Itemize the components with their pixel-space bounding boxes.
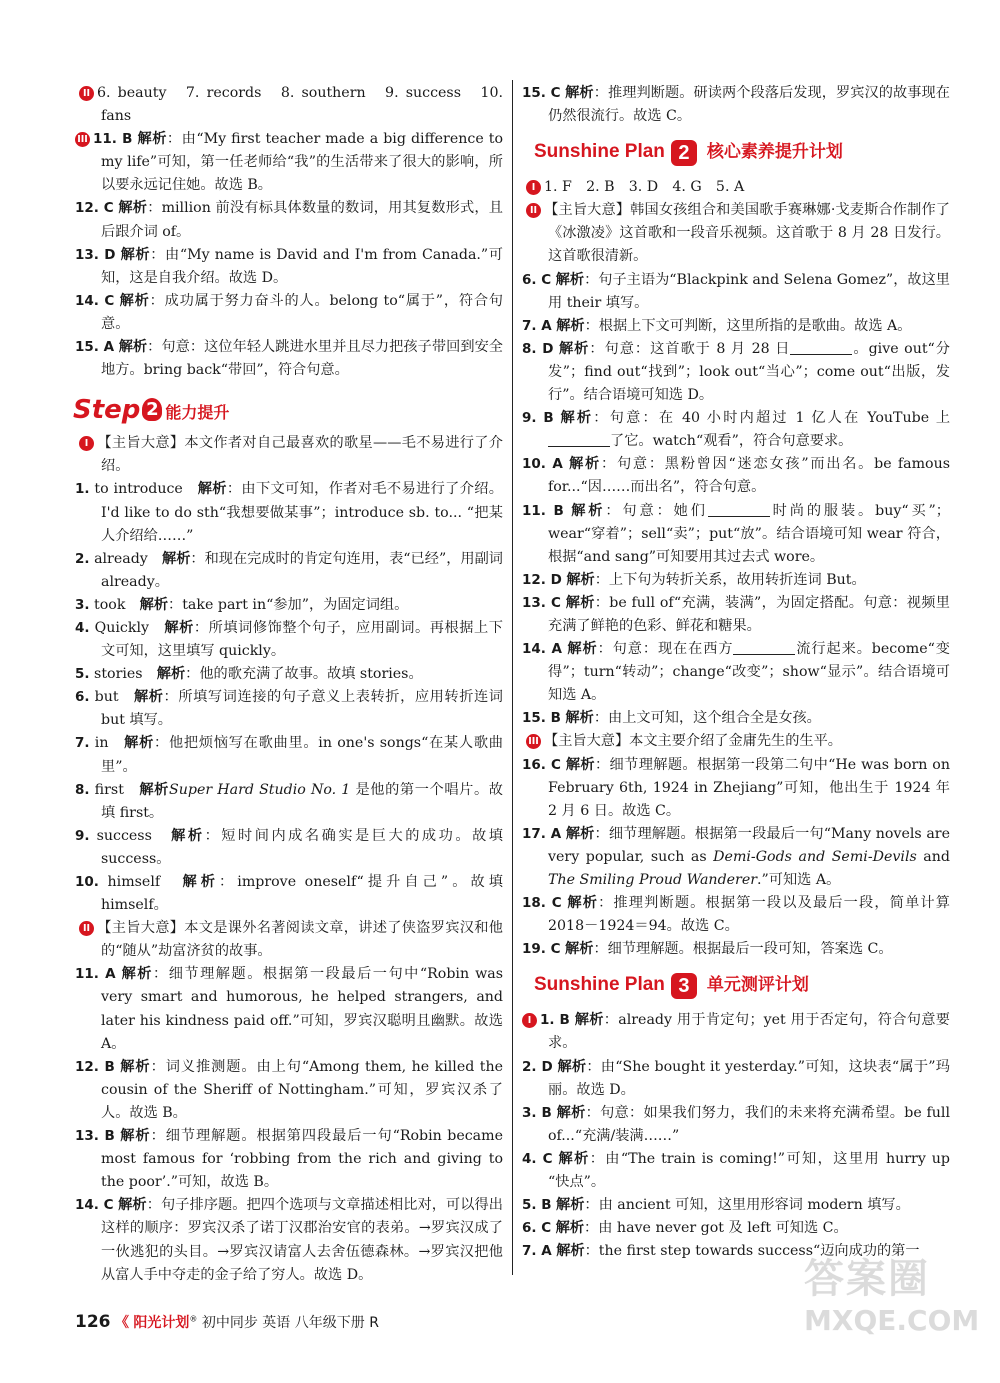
answer-item [75, 917, 503, 963]
answer-word: already [94, 550, 148, 567]
plan-heading [534, 973, 950, 1003]
item-text: ：由上文可知，这个组合全是女孩。 [593, 710, 821, 727]
item-text: ：细节理解题。根据第一段第二句中“He was born on February 6th, 1924 in Zhejiang”可知，他出生于 1924 年 2 月 6 日。故选 C。 [548, 756, 950, 819]
analysis-label: 解析 [164, 619, 194, 636]
answer-item [522, 1009, 950, 1055]
section-marker: II [79, 86, 94, 101]
footer-book-title: 初中同步 英语 八年级下册 R [201, 1315, 379, 1331]
item-text: ：由“My name is David and I'm from Canada.”可知，这是自我介绍。故选 D。 [101, 246, 503, 286]
answer-item [522, 338, 950, 407]
item-text: ：细节理解题。根据最后一段可知，答案选 C。 [593, 941, 893, 958]
item-number: 6. [75, 689, 90, 706]
analysis-label: 解析 [120, 1058, 151, 1075]
item-number: 15. A [75, 339, 115, 356]
answer-item [522, 315, 950, 338]
answer-item [75, 617, 503, 663]
analysis-label: 解析 [555, 1220, 585, 1237]
answer-word: to introduce [94, 481, 183, 498]
item-number: 4. C [522, 1150, 553, 1167]
watermark [804, 1247, 980, 1347]
step-word: Step [73, 395, 141, 426]
item-text: and [916, 848, 950, 865]
item-number: 14. C [75, 292, 115, 309]
section-marker: I [79, 436, 94, 451]
answer-item [75, 197, 503, 243]
analysis-label: 解析 [565, 941, 594, 958]
answer-item [522, 1102, 950, 1148]
answer-item [75, 1194, 503, 1286]
item-number: 12. C [75, 200, 114, 217]
footer-brand: 阳光计划 [133, 1315, 190, 1331]
answer-item [522, 730, 950, 753]
step-heading [73, 395, 503, 428]
item-text: ：和现在完成时的肯定句连用，表“已经”，用副词 already。 [101, 550, 503, 590]
analysis-label: 解析 [120, 1128, 151, 1145]
item-number: 6. C [522, 271, 552, 288]
plan-label: Sunshine Plan [534, 141, 665, 163]
answer-blank [548, 432, 610, 447]
analysis-label: 解析 [555, 271, 585, 288]
answer-item [522, 407, 950, 453]
answer-item [522, 938, 950, 961]
answer-item [522, 176, 950, 199]
italic-title: The Smiling Proud Wanderer [548, 872, 758, 888]
analysis-label: 解析 [558, 340, 590, 357]
item-number: 12. D [522, 571, 562, 588]
item-text: ：句子排序题。把四个选项与文章描述相比对，可以得出这样的顺序：罗宾汉杀了诺丁汉郡治安官的表弟。→罗宾汉成了一伙逃犯的头目。→罗宾汉请富人去舍伍德森林。→罗宾汉把他从富人手中夺走的金子给了穷人。故选 D。 [101, 1197, 503, 1283]
answer-item [75, 82, 503, 128]
answer-item [75, 478, 503, 547]
answer-item [522, 707, 950, 730]
answer-blank [790, 340, 852, 355]
item-text: ：推理判断题。研读两个段落后发现，罗宾汉的故事现在仍然很流行。故选 C。 [548, 85, 950, 125]
analysis-label: 解析 [565, 756, 595, 773]
analysis-label: 解析 [560, 410, 594, 427]
item-number: 7. A [522, 317, 552, 334]
answer-item [522, 199, 950, 268]
section-marker: II [79, 921, 94, 936]
analysis-label: 解析 [556, 1104, 586, 1121]
answer-word: himself [107, 874, 161, 890]
item-number: 14. A [522, 641, 562, 658]
item-number: 11. B [522, 502, 564, 519]
analysis-label: 解析 [119, 292, 150, 309]
analysis-label: 解析 [118, 339, 148, 356]
item-number: 5. B [522, 1197, 552, 1214]
plan-title: 单元测评计划 [706, 975, 809, 996]
item-text: ：由下文可知，作者对毛不易进行了介绍。I'd like to do sth“我想要做某事”；introduce sb. to... “把某人介绍给……” [101, 481, 503, 544]
answer-item [522, 1194, 950, 1217]
analysis-label: 解析 [137, 131, 167, 148]
answer-item [75, 825, 503, 871]
item-number: 11. B [93, 131, 133, 148]
analysis-label: 解析 [197, 481, 227, 498]
item-text: ：句意：她们 [605, 502, 708, 519]
section-marker: I [526, 180, 541, 195]
item-number: 10. A [522, 456, 563, 473]
analysis-label: 解析 [121, 966, 154, 983]
item-text: 了它。watch“观看”，符合句意要求。 [610, 433, 853, 450]
item-number: 3. B [522, 1104, 552, 1121]
answer-item [75, 244, 503, 290]
item-text: ：take part in“参加”，为固定词组。 [168, 596, 409, 613]
answer-item [522, 1148, 950, 1194]
plan-heading [534, 140, 950, 170]
answer-item [75, 1125, 503, 1194]
italic-title: Super Hard Studio No. 1 [169, 781, 351, 798]
item-text: ：句意：这位年轻人跳进水里并且尽力把孩子带回到安全地方。bring back“带回”，符合句意。 [101, 339, 503, 379]
item-text: ：所填词修饰整个句子，应用副词。再根据上下文可知，这里填写 quickly。 [101, 619, 503, 660]
section-marker: III [526, 734, 541, 749]
answer-word: took [94, 596, 126, 613]
analysis-label: 解析 [124, 735, 155, 752]
answer-word: success [96, 827, 152, 844]
item-text: ：成功属于努力奋斗的人。belong to“属于”，符合句意。 [101, 292, 503, 332]
item-number: 18. C [522, 895, 562, 912]
section-marker: I [522, 1013, 537, 1028]
answer-blank [708, 502, 770, 517]
analysis-label: 解析 [120, 246, 151, 263]
item-number: 13. D [75, 246, 116, 263]
item-text: ：句意：现在在西方 [597, 641, 734, 658]
item-text: ：句意：如果我们努力，我们的未来将充满希望。be full of...“充满/装满……” [548, 1104, 950, 1144]
analysis-label: 解析 [557, 1058, 587, 1075]
answer-item [75, 663, 503, 686]
plan-label: Sunshine Plan [534, 974, 665, 996]
item-text: ：句意：在 40 小时内超过 1 亿人在 YouTube 上 [593, 410, 951, 427]
item-text: 6. beauty 7. records 8. southern 9. success 10. fans [97, 85, 503, 125]
analysis-label: 解析 [569, 456, 601, 473]
item-text: ：短时间内成名确实是巨大的成功。故填 success。 [101, 827, 503, 867]
analysis-label: 解析 [566, 571, 595, 588]
answer-item [75, 336, 503, 382]
item-text: ：细节理解题。根据第一段最后一句中“Robin was very smart and humorous, he helped strangers, and later his kindness paid off.”可知，罗宾汉聪明且幽默。故选 A。 [101, 966, 503, 1052]
item-number: 17. A [522, 825, 562, 842]
analysis-label: 解析 [556, 1197, 585, 1214]
answer-item [75, 871, 503, 917]
analysis-label: 解析 [133, 689, 164, 706]
item-number: 15. C [522, 85, 561, 101]
item-number: 4. [75, 619, 90, 636]
answer-item [522, 453, 950, 499]
item-text: ：根据上下文可判断，这里所指的是歌曲。故选 A。 [584, 317, 912, 334]
analysis-label: 解析 [139, 596, 169, 613]
answer-item [522, 1217, 950, 1240]
item-text: 流行起来。become“变得”；turn“转动”；change“改变”；show“显示”。结合语境可知选 A。 [548, 641, 950, 704]
column-divider [512, 80, 513, 1275]
answer-item [522, 1056, 950, 1102]
item-number: 12. B [75, 1058, 115, 1075]
item-number: 14. C [75, 1197, 114, 1214]
analysis-label: 解析 [556, 317, 585, 334]
item-text: ：由 have never got 及 left 可知选 C。 [584, 1220, 848, 1237]
answer-item [522, 569, 950, 592]
answer-item [75, 432, 503, 478]
analysis-label: 解析 [565, 85, 594, 101]
item-number: 7. A [522, 1243, 552, 1260]
item-number: 8. [75, 781, 90, 798]
answer-item [522, 82, 950, 128]
item-number: 11. A [75, 966, 116, 983]
analysis-label: 解析 [567, 641, 598, 658]
answer-item [75, 779, 503, 825]
answer-item [75, 128, 503, 197]
item-number: 1. [75, 481, 90, 498]
item-number: 8. D [522, 340, 554, 357]
answer-blank [733, 640, 795, 655]
analysis-label: 解析 [571, 502, 606, 519]
item-number: 13. B [75, 1128, 115, 1145]
analysis-label: 解析 [162, 550, 191, 567]
answer-item [522, 638, 950, 707]
answer-item [522, 269, 950, 315]
item-text: ：be full of“充满，装满”，为固定搭配。句意：视频里充满了鲜艳的色彩、鲜花和糖果。 [548, 594, 950, 634]
item-text: ：already 用于肯定句；yet 用于否定句，符合句意要求。 [548, 1012, 950, 1052]
analysis-label: 解析 [565, 594, 595, 611]
answer-word: Quickly [94, 619, 150, 636]
answer-item [522, 500, 950, 569]
section-marker: III [75, 132, 90, 147]
item-number: 5. [75, 666, 90, 683]
answer-item [75, 1056, 503, 1125]
item-number: 19. C [522, 941, 561, 958]
analysis-label: 解析 [156, 666, 186, 683]
answer-item [75, 290, 503, 336]
item-number: 7. [75, 735, 90, 752]
answer-word: in [94, 735, 109, 752]
answer-word: but [94, 689, 119, 706]
plan-number: 2 [671, 140, 697, 166]
analysis-label: 解析 [139, 781, 169, 798]
item-text: ：细节理解题。根据第一段最后一句“Many novels are very popular, such as [548, 825, 950, 865]
plan-title: 核心素养提升计划 [706, 142, 843, 163]
answer-item [522, 823, 950, 892]
item-number: 3. [75, 596, 90, 613]
item-text: 【主旨大意】本文作者对自己最喜欢的歌星——毛不易进行了介绍。 [97, 435, 503, 475]
item-text: 【主旨大意】本文主要介绍了金庸先生的生平。 [544, 733, 842, 750]
item-text: 时尚的服装。buy“买”；wear“穿着”；sell“卖”；put“放”。结合语境可知 wear 符合，根据“and sang”可知要用其过去式 wore。 [548, 502, 950, 565]
item-text: 1. F 2. B 3. D 4. G 5. A [544, 179, 745, 196]
item-text: ：句意：这首歌于 8 月 28 日 [589, 340, 791, 357]
answer-word: stories [94, 666, 143, 683]
answer-item [522, 892, 950, 938]
item-number: 9. [75, 827, 90, 844]
item-number: 6. C [522, 1220, 552, 1237]
right-column [522, 82, 950, 1263]
item-text: ：上下句为转折关系，故用转折连词 But。 [594, 571, 866, 588]
step-title: 能力提升 [165, 403, 230, 423]
answer-item [75, 548, 503, 594]
analysis-label: 解析 [565, 710, 594, 727]
item-text: ：由 ancient 可知，这里用形容词 modern 填写。 [584, 1197, 910, 1214]
section-marker: II [526, 203, 541, 218]
answer-word: first [94, 781, 124, 798]
item-text: 。give out“分发”；find out“找到”；look out“当心”；come out“出版，发行”。结合语境可知选 D。 [548, 340, 950, 404]
item-text: ：由“She bought it yesterday.”可知，这块表“属于”玛丽。故选 D。 [548, 1058, 950, 1098]
item-number: 1. B [540, 1012, 570, 1029]
left-column [75, 82, 503, 1287]
page-number: 126 [75, 1312, 111, 1332]
item-text: ：他的歌充满了故事。故填 stories。 [185, 666, 423, 683]
item-text: ：improve oneself“提升自己”。故填 himself。 [101, 874, 503, 914]
item-text: ：词义推测题。由上句“Among them, he killed the cousin of the Sheriff of Nottingham.”可知，罗宾汉杀了人。故选 B。 [101, 1058, 503, 1121]
item-number: 15. B [522, 710, 561, 727]
item-number: 9. B [522, 410, 554, 427]
analysis-label: 解析 [118, 1197, 147, 1214]
step-number: 2 [142, 398, 162, 421]
item-number: 2. D [522, 1058, 553, 1075]
watermark-line2: MXQE.COM [804, 1304, 980, 1337]
item-text: ：由“My first teacher made a big difference to my life”可知，第一任老师给“我”的生活带来了很大的影响，所以要永远记住她。故选 B。 [101, 131, 503, 194]
analysis-label: 解析 [565, 825, 595, 842]
answer-item [522, 754, 950, 823]
footer-arrows: 《 [114, 1315, 129, 1331]
item-number: 2. [75, 550, 90, 567]
analysis-label: 解析 [182, 874, 220, 890]
analysis-label: 解析 [558, 1150, 590, 1167]
analysis-label: 解析 [567, 895, 599, 912]
answer-item [75, 963, 503, 1055]
item-text: ：他把烦恼写在歌曲里。in one's songs“在某人歌曲里”。 [101, 735, 503, 775]
item-text: 【主旨大意】韩国女孩组合和美国歌手赛琳娜·戈麦斯合作制作了《冰激凌》这首歌和一段音乐视频。这首歌于 8 月 28 日发行。这首歌很清新。 [544, 202, 950, 265]
item-text: ：句子主语为“Blackpink and Selena Gomez”，故这里用 their 填写。 [548, 271, 950, 311]
answer-item [522, 592, 950, 638]
analysis-label: 解析 [574, 1012, 604, 1029]
item-number: 10. [75, 874, 99, 890]
analysis-label: 解析 [556, 1243, 585, 1260]
item-text: ：句意：黑粉曾因“迷恋女孩”而出名。be famous for...“因……而出名”，符合句意。 [548, 456, 950, 496]
item-text: ：the first step towards success“迈向成功的第一 [584, 1243, 920, 1260]
item-text: ：由“The train is coming!”可知，这里用 hurry up “快点”。 [548, 1150, 950, 1191]
item-number: 16. C [522, 756, 561, 773]
item-text: 【主旨大意】本文是课外名著阅读文章，讲述了侠盗罗宾汉和他的“随从”劫富济贫的故事。 [97, 920, 503, 960]
answer-item [75, 732, 503, 778]
item-text: ：推理判断题。根据第一段以及最后一段，简单计算 2018－1924＝94。故选 C。 [548, 895, 950, 935]
item-text: .”可知选 A。 [757, 872, 841, 888]
item-text: ：细节理解题。根据第四段最后一句“Robin became most famous for ‘robbing from the rich and giving to the poor’.”可知，故选 B。 [101, 1128, 503, 1191]
item-text: ：million 前没有标具体数量的数词，用其复数形式，且后跟介词 of。 [101, 200, 503, 240]
watermark-line1: 答案圈 [804, 1256, 930, 1302]
page-footer [75, 1312, 379, 1332]
analysis-label: 解析 [171, 827, 205, 844]
analysis-label: 解析 [118, 200, 148, 217]
item-text: ：所填写词连接的句子意义上表转折，应用转折连词 but 填写。 [101, 689, 503, 729]
answer-item [75, 686, 503, 732]
plan-number: 3 [671, 973, 697, 999]
answer-item [75, 594, 503, 617]
item-text: 是他的第一个唱片。故填 first。 [101, 781, 503, 821]
item-number: 13. C [522, 594, 561, 611]
registered-mark: ® [189, 1314, 198, 1324]
italic-title: Demi-Gods and Semi-Devils [713, 848, 917, 865]
